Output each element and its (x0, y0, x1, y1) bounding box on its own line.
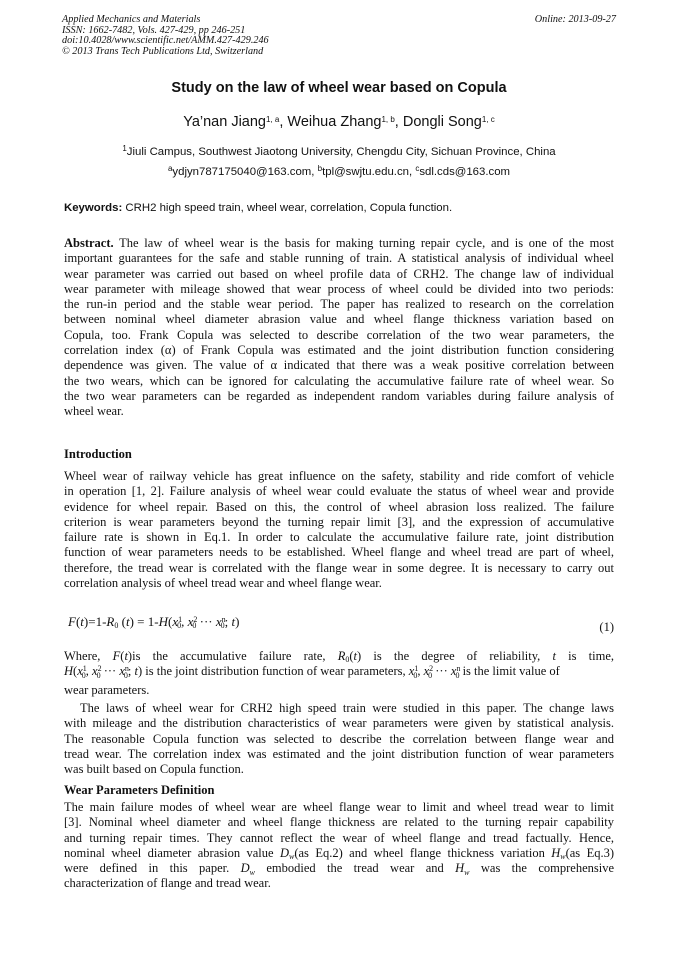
abstract-line: wear parameter was carried out based on wheel profile data of CRH2. The change law of individual (64, 266, 614, 281)
section-heading-wear-parameters: Wear Parameters Definition (64, 783, 215, 797)
abstract-line: Abstract. The law of wheel wear is the basis for making turning repair cycle, and is one of the most (64, 236, 614, 250)
text-line: was built based on Copula function. (64, 762, 244, 777)
affiliation (0, 146, 678, 158)
equation-expression: F(t)=1-R0 $(t) = 1-H(x^10$, $x^20$ ··· $x^n0$; t) (68, 614, 240, 631)
text-line: failure rate is shown in Eq.1. In order to calculate the accumulative failure rate, joint distribution (64, 530, 614, 545)
author-name: Dongli Song (402, 114, 482, 130)
journal-name: Applied Mechanics and Materials (62, 14, 201, 25)
text-line: characterization of flange and tread wear. (64, 876, 271, 891)
abstract-line: correlation index (α) of Frank Copula was estimated and the joint distribution function considering (64, 343, 614, 358)
text-line: Where, F(t)is the accumulative failure rate, R0(t) is the degree of reliability, t is time, (64, 649, 614, 665)
text-line: [3]. Nominal wheel diameter and wheel flange thickness are related to the turning repair capability (64, 815, 614, 830)
abstract-line: between nominal wheel diameter abrasion value and wheel flange thickness variation based on (64, 312, 614, 327)
section-heading-introduction: Introduction (64, 447, 132, 461)
abstract-line: the run-in period and the stable wear period. The paper has realized to research on the correlation (64, 297, 614, 312)
copyright-line: © 2013 Trans Tech Publications Ltd, Switzerland (62, 45, 264, 57)
email-address[interactable]: ydjyn787175040@163.com, (172, 166, 315, 178)
author-name: Ya’nan Jiang (183, 114, 266, 130)
text-line: tread wear. The correlation index was estimated and the joint distribution function of wear parameters (64, 746, 614, 761)
text-line: The reasonable Copula function was selected to describe the correlation between flange wear and (64, 731, 614, 746)
paragraph-2 (64, 701, 614, 777)
abstract (64, 236, 614, 420)
text-line: Wheel wear of railway vehicle has great influence on the safety, stability and ride comfort of vehicle (64, 469, 614, 483)
author-affiliation-mark: 1, b (381, 115, 395, 124)
abstract-line: dependence was given. The value of α indicated that there was a weak positive correlation between (64, 358, 614, 373)
author-affiliation-mark: 1, a (266, 115, 280, 124)
author-affiliation-mark: 1, c (481, 115, 495, 124)
email-mark: b (317, 164, 323, 173)
email-mark: a (167, 164, 173, 173)
keywords-label: Keywords: (64, 202, 123, 214)
text-line: The laws of wheel wear for CRH2 high speed train were studied in this paper. The change laws (80, 701, 614, 715)
wear-parameters-paragraph (64, 800, 614, 892)
equation-number: (1) (599, 620, 614, 634)
issn-line: ISSN: 1662-7482, Vols. 427-429, pp 246-251 (62, 24, 246, 36)
equation-1 (64, 610, 616, 634)
text-line: nominal wheel diameter abrasion value Dw(as Eq.2) and wheel flange thickness variation Hw(as Eq.3) (64, 845, 614, 862)
where-paragraph (64, 649, 614, 699)
abstract-line: Copula, too. Frank Copula was selected to describe correlation of the two wear parameters, the (64, 327, 614, 342)
keywords (64, 202, 452, 214)
abstract-line: the two wears, which can be ignored for calculating the accumulative failure rate of wheel wear. So (64, 373, 614, 388)
text-line: with mileage and the distribution characteristics of wear parameters were given by statistical analysis. (64, 716, 614, 731)
doi-line[interactable]: doi:10.4028/www.scientific.net/AMM.427-429.246 (62, 35, 269, 47)
introduction-paragraph (64, 469, 614, 591)
affiliation-text: Jiuli Campus, Southwest Jiaotong University, Chengdu City, Sichuan Province, China (126, 146, 556, 158)
running-header (62, 15, 616, 57)
email-address[interactable]: tpl@swjtu.edu.cn, (322, 166, 413, 178)
keywords-text: CRH2 high speed train, wheel wear, correlation, Copula function. (125, 202, 453, 214)
email-address[interactable]: sdl.cds@163.com (419, 166, 511, 178)
abstract-line: wheel wear. (64, 404, 124, 419)
text-line: evidence for wheel repair. Based on this, the control of wheel abrasion loss realized. The failure (64, 499, 614, 514)
online-date: Online: 2013-09-27 (534, 14, 616, 25)
text-line: correlation analysis of wheel tread wear and wheel flange wear. (64, 576, 382, 591)
abstract-line: wear parameter with mileage showed that wear process of wheel could be divided into two periods: (64, 281, 614, 296)
paper-title: Study on the law of wheel wear based on Copula (171, 80, 507, 96)
abstract-line: the two wear parameters can be regarded as independent random variables during failure analysis of (64, 388, 614, 403)
abstract-label: Abstract. (64, 236, 114, 250)
email-list (0, 166, 678, 178)
author-list: Ya’nan Jiang$^{1, a}$, Weihua Zhang$^{1, b}$, Dongli Song$^{1, c}$ (183, 114, 495, 130)
email-mark: c (415, 164, 420, 173)
abstract-line: important guarantees for the safe and stable running of train. A statistical analysis of individual wheel (64, 251, 614, 266)
text-line: The main failure modes of wheel wear are wheel flange wear to limit and wheel tread wear to limit (64, 800, 614, 814)
text-line: function of wear parameters needs to be established. Wheel flange and wheel tread are part of wheel, (64, 545, 614, 560)
text-line: in operation [1, 2]. Failure analysis of wheel wear could evaluate the status of wheel wear and provide (64, 484, 614, 499)
author-name: Weihua Zhang (287, 114, 382, 130)
text-line: and turning repair times. They cannot reflect the wear of wheel flange and tread factually. Hence, (64, 830, 614, 845)
text-line: criterion is wear parameters beyond the turning repair limit [3], and the expression of accumulative (64, 514, 614, 529)
text-line: therefore, the tread wear is correlated with the flange wear in some degree. It is necessary to carry out (64, 560, 614, 575)
affiliation-mark: 1 (122, 144, 127, 153)
text-line: $H(x^10$, $x^20$ ··· $x^n0$; t) is the joint distribution function of wear parameters, $x^10$, $x^20$ ··· $x^n0$ is the limit value of (64, 663, 560, 680)
text-line: wear parameters. (64, 683, 150, 698)
text-line: were defined in this paper. Dw embodied the tread wear and Hw was the comprehensive (64, 861, 614, 877)
